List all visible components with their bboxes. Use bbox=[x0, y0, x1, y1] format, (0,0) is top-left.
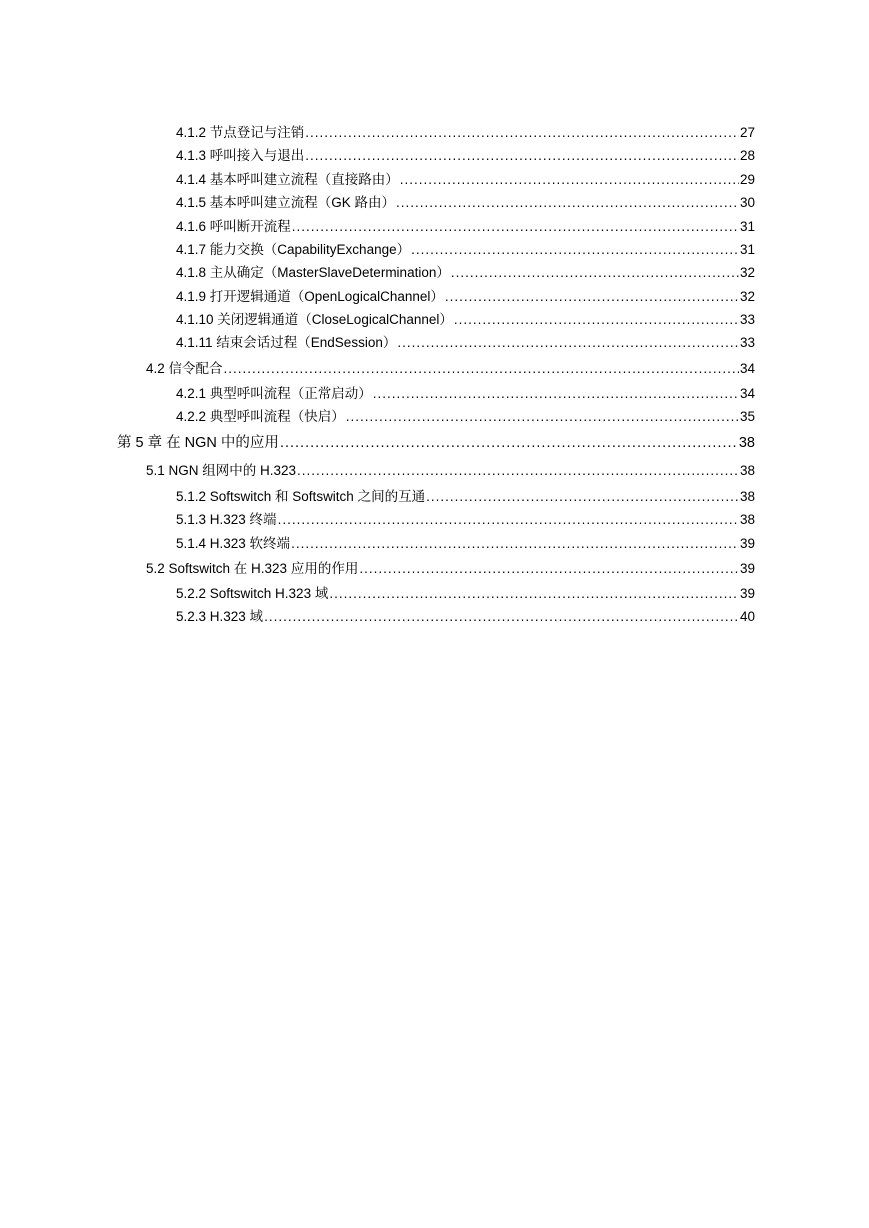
toc-dot-leader bbox=[397, 334, 739, 352]
toc-entry-page: 38 bbox=[739, 489, 755, 504]
toc-entry[interactable] bbox=[176, 535, 755, 553]
toc-dot-leader bbox=[280, 434, 738, 452]
toc-dot-leader bbox=[346, 408, 739, 426]
toc-entry[interactable] bbox=[176, 511, 755, 529]
toc-dot-leader bbox=[373, 385, 739, 403]
toc-entry-page: 39 bbox=[739, 536, 755, 551]
toc-entry-title: 4.1.11 结束会话过程（EndSession） bbox=[176, 335, 397, 350]
toc-entry[interactable] bbox=[176, 218, 755, 236]
toc-entry-title: 5.1.2 Softswitch 和 Softswitch 之间的互通 bbox=[176, 489, 426, 504]
toc-dot-leader bbox=[297, 462, 739, 480]
toc-entry[interactable] bbox=[176, 194, 755, 212]
toc-entry-title: 4.1.2 节点登记与注销 bbox=[176, 125, 305, 140]
toc-entry-title: 5.1.3 H.323 终端 bbox=[176, 512, 277, 527]
toc-entry-page: 31 bbox=[739, 219, 755, 234]
toc-dot-leader bbox=[454, 311, 739, 329]
toc-entry-page: 32 bbox=[739, 289, 755, 304]
toc-entry[interactable] bbox=[176, 334, 755, 352]
toc-entry-title: 4.1.7 能力交换（CapabilityExchange） bbox=[176, 242, 411, 257]
toc-entry-page: 38 bbox=[739, 463, 755, 478]
toc-entry-title: 4.2.1 典型呼叫流程（正常启动） bbox=[176, 386, 372, 401]
toc-dot-leader bbox=[411, 241, 739, 259]
toc-entry[interactable] bbox=[146, 462, 755, 480]
toc-dot-leader bbox=[292, 218, 739, 236]
toc-entry-title: 4.1.9 打开逻辑通道（OpenLogicalChannel） bbox=[176, 289, 444, 304]
toc-entry[interactable] bbox=[176, 488, 755, 506]
toc-entry[interactable] bbox=[176, 124, 755, 142]
toc-entry-page: 34 bbox=[739, 386, 755, 401]
toc-entry-page: 40 bbox=[739, 609, 755, 624]
toc-entry-page: 34 bbox=[739, 361, 755, 376]
toc-entry-title: 4.1.3 呼叫接入与退出 bbox=[176, 148, 305, 163]
toc-entry-page: 35 bbox=[739, 409, 755, 424]
toc-entry[interactable] bbox=[176, 385, 755, 403]
toc-entry[interactable] bbox=[176, 288, 755, 306]
toc-dot-leader bbox=[291, 535, 739, 553]
toc-entry[interactable] bbox=[176, 171, 755, 189]
toc-entry-page: 39 bbox=[739, 561, 755, 576]
toc-entry-page: 28 bbox=[739, 148, 755, 163]
toc-entry-title: 5.1.4 H.323 软终端 bbox=[176, 536, 291, 551]
toc-entry[interactable] bbox=[176, 585, 755, 603]
toc-dot-leader bbox=[264, 608, 739, 626]
toc-dot-leader bbox=[445, 288, 739, 306]
toc-dot-leader bbox=[278, 511, 739, 529]
toc-entry-page: 29 bbox=[739, 172, 755, 187]
toc-entry-title: 4.1.4 基本呼叫建立流程（直接路由） bbox=[176, 172, 399, 187]
toc-entry[interactable] bbox=[176, 264, 755, 282]
toc-entry[interactable] bbox=[146, 360, 755, 378]
toc-entry-title: 5.2.2 Softswitch H.323 域 bbox=[176, 586, 329, 601]
toc-dot-leader bbox=[359, 560, 739, 578]
toc-entry-title: 4.2 信令配合 bbox=[146, 361, 223, 376]
toc-entry-title: 4.1.6 呼叫断开流程 bbox=[176, 219, 291, 234]
toc-entry-page: 33 bbox=[739, 312, 755, 327]
toc-entry-page: 33 bbox=[739, 335, 755, 350]
toc-entry-title: 4.1.10 关闭逻辑通道（CloseLogicalChannel） bbox=[176, 312, 453, 327]
toc-entry-title: 4.1.5 基本呼叫建立流程（GK 路由） bbox=[176, 195, 396, 210]
toc-dot-leader bbox=[400, 171, 739, 189]
toc-dot-leader bbox=[451, 264, 739, 282]
toc-dot-leader bbox=[426, 488, 739, 506]
toc-entry-page: 30 bbox=[739, 195, 755, 210]
toc-entry-page: 38 bbox=[739, 512, 755, 527]
toc-dot-leader bbox=[329, 585, 739, 603]
toc-entry[interactable] bbox=[176, 608, 755, 626]
toc-entry-title: 第 5 章 在 NGN 中的应用 bbox=[117, 435, 279, 451]
toc-entry[interactable] bbox=[176, 241, 755, 259]
toc-entry-title: 5.1 NGN 组网中的 H.323 bbox=[146, 463, 297, 478]
toc-entry-chapter[interactable] bbox=[117, 434, 755, 452]
toc-entry-page: 39 bbox=[739, 586, 755, 601]
toc-entry-page: 27 bbox=[739, 125, 755, 140]
toc-dot-leader bbox=[396, 194, 739, 212]
toc-entry[interactable] bbox=[146, 560, 755, 578]
toc-dot-leader bbox=[305, 124, 739, 142]
toc-entry[interactable] bbox=[176, 147, 755, 165]
toc-entry[interactable] bbox=[176, 408, 755, 426]
toc-dot-leader bbox=[305, 147, 739, 165]
toc-dot-leader bbox=[224, 360, 739, 378]
toc-entry-page: 38 bbox=[738, 435, 755, 451]
toc-entry-page: 32 bbox=[739, 265, 755, 280]
toc-entry-title: 4.2.2 典型呼叫流程（快启） bbox=[176, 409, 345, 424]
toc-entry-title: 5.2 Softswitch 在 H.323 应用的作用 bbox=[146, 561, 359, 576]
toc-entry-title: 4.1.8 主从确定（MasterSlaveDetermination） bbox=[176, 265, 450, 280]
toc-entry[interactable] bbox=[176, 311, 755, 329]
toc-entry-title: 5.2.3 H.323 域 bbox=[176, 609, 264, 624]
toc-entry-page: 31 bbox=[739, 242, 755, 257]
